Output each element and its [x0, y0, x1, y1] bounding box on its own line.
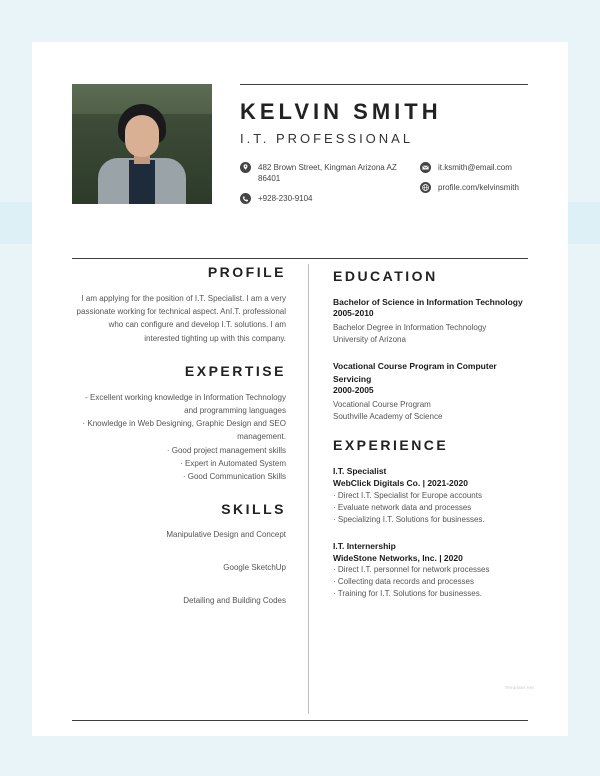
profile-section-title: PROFILE — [207, 264, 286, 280]
contact-email[interactable] — [420, 162, 519, 174]
content-top-rule — [72, 258, 528, 259]
right-column — [309, 264, 528, 714]
list-item: · Good Communication Skills — [182, 471, 286, 481]
list-item: Google SketchUp — [223, 562, 286, 572]
profile-text: I am applying for the position of I.T. Specialist. I am a very passionate working for technical aspect. AnI.T. professional who can configure and develop I.T. solutions. I am interested tighting up with this company. — [76, 294, 286, 343]
profile-photo — [72, 84, 212, 204]
content-bottom-rule — [72, 720, 528, 721]
resume-page — [32, 42, 568, 736]
list-item: Manipulative Design and Concept — [166, 530, 286, 540]
education-degree: Vocational Course Program in Computer Servicing — [333, 361, 497, 384]
experience-position: I.T. Specialist — [333, 465, 387, 476]
education-years: 2000-2005 — [333, 384, 374, 395]
candidate-name: KELVIN SMITH — [240, 99, 442, 124]
experience-position: I.T. Internership — [333, 540, 396, 551]
contact-column-right — [420, 162, 519, 204]
experience-entry — [333, 465, 528, 526]
education-section — [333, 268, 528, 423]
watermark: Template.net — [504, 685, 534, 690]
list-item: · Expert in Automated System — [180, 458, 286, 468]
experience-entry — [333, 540, 528, 601]
skills-section-title: SKILLS — [221, 501, 286, 518]
list-item: Detailing and Building Codes — [183, 595, 286, 605]
contact-column-left — [240, 162, 420, 204]
contact-block — [240, 162, 528, 204]
education-section-title: EDUCATION — [333, 268, 438, 284]
contact-website-text: profile.com/kelvinsmith — [438, 182, 519, 192]
list-item: - Excellent working knowledge in Information Technology and programming languages — [85, 392, 286, 415]
contact-address-text: 482 Brown Street, Kingman Arizona AZ 86401 — [258, 163, 397, 183]
education-entry — [333, 296, 528, 346]
experience-section — [333, 437, 528, 600]
list-item: · Knowledge in Web Designing, Graphic Design and SEO management. — [82, 419, 286, 442]
list-item: · Collecting data records and processes — [333, 577, 474, 587]
experience-section-title: EXPERIENCE — [333, 436, 449, 453]
list-item: · Evaluate network data and processes — [333, 502, 472, 512]
education-detail: Vocational Course Program — [333, 399, 431, 409]
list-item: · Training for I.T. Solutions for businesses. — [333, 589, 482, 599]
globe-icon — [420, 182, 431, 193]
contact-phone — [240, 193, 420, 205]
photo-shirt — [129, 160, 155, 204]
list-item: · Direct I.T. personnel for network processes — [333, 565, 490, 575]
experience-company: WebClick Digitals Co. | 2021-2020 — [333, 478, 468, 489]
education-degree: Bachelor of Science in Information Technology — [333, 297, 523, 307]
resume-header — [72, 84, 528, 204]
list-item: · Good project management skills — [166, 445, 286, 455]
expertise-list — [72, 391, 286, 483]
resume-body — [72, 264, 528, 714]
left-column — [72, 264, 309, 714]
location-pin-icon — [240, 162, 251, 173]
education-school: University of Arizona — [333, 335, 406, 345]
skills-list — [72, 529, 286, 607]
contact-website[interactable] — [420, 182, 519, 194]
contact-address — [240, 162, 420, 185]
photo-face — [125, 115, 159, 157]
education-years: 2005-2010 — [333, 308, 374, 319]
phone-icon — [240, 193, 251, 204]
experience-company: WideStone Networks, Inc. | 2020 — [333, 552, 463, 563]
contact-phone-text: +928-230-9104 — [258, 193, 313, 203]
header-text-block — [212, 84, 528, 204]
education-entry — [333, 360, 528, 423]
header-top-rule — [240, 84, 528, 85]
list-item: · Specializing I.T. Solutions for businesses. — [333, 514, 485, 524]
contact-email-text: it.ksmith@email.com — [438, 163, 512, 172]
education-school: Southville Academy of Science — [333, 411, 443, 421]
education-detail: Bachelor Degree in Information Technology — [333, 323, 487, 333]
expertise-section-title: EXPERTISE — [184, 362, 286, 379]
envelope-icon — [420, 162, 431, 173]
list-item: · Direct I.T. Specialist for Europe accounts — [333, 490, 482, 500]
candidate-role: I.T. PROFESSIONAL — [240, 131, 414, 146]
